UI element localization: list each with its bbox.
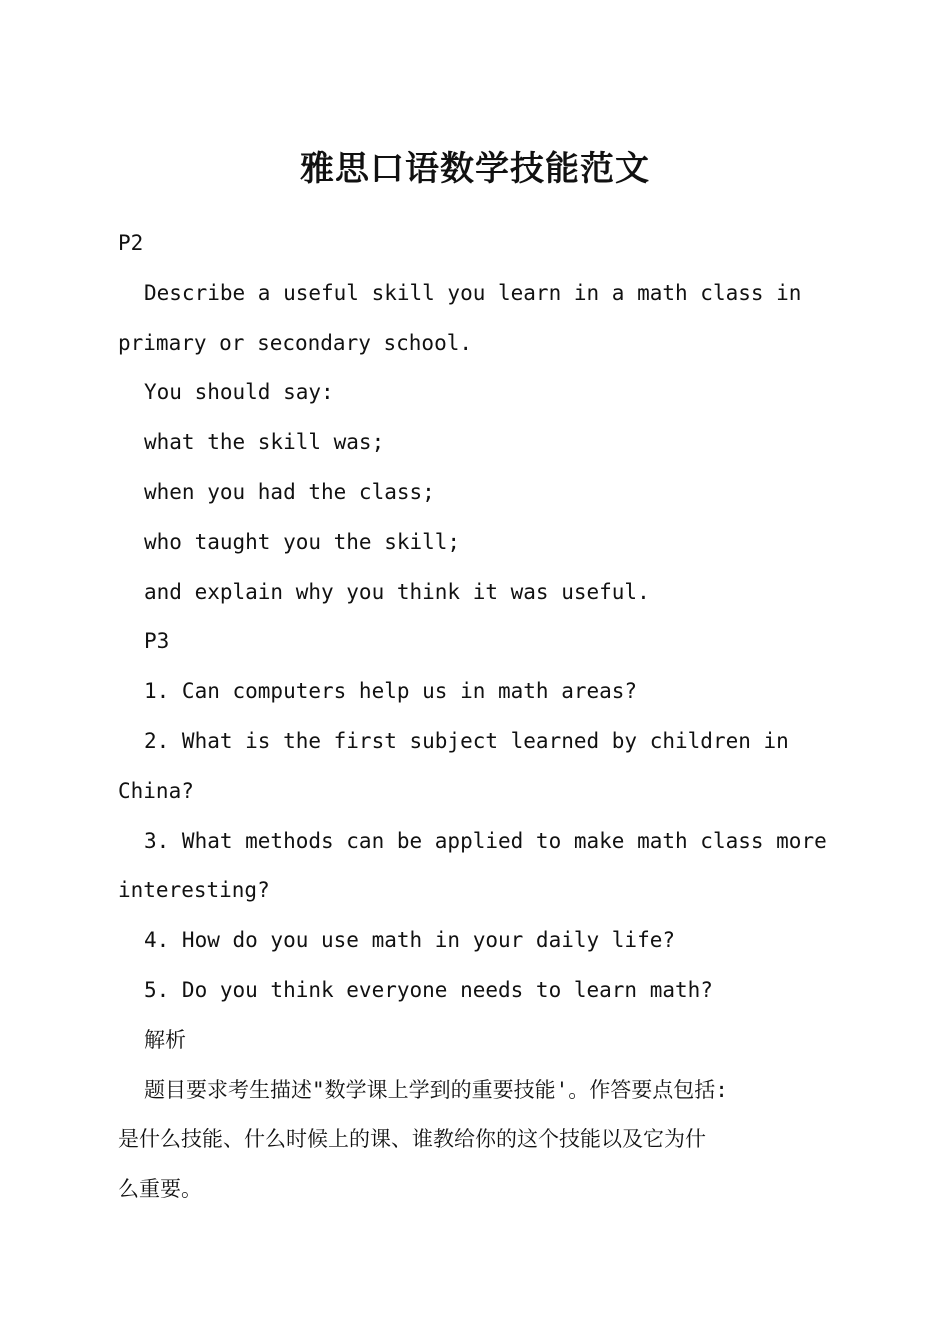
question-item-continued: interesting?	[118, 878, 270, 903]
question-item: 1. Can computers help us in math areas?	[144, 679, 638, 704]
cue-item: and explain why you think it was useful.	[144, 579, 650, 604]
question-item: 4. How do you use math in your daily life?	[144, 928, 676, 953]
page-title: 雅思口语数学技能范文	[300, 149, 650, 189]
section-label-p2: P2	[118, 231, 144, 255]
prompt-line-continued: primary or secondary school.	[118, 330, 473, 355]
analysis-heading: 解析	[144, 1027, 186, 1052]
cue-intro: You should say:	[144, 380, 334, 405]
question-item: 5. Do you think everyone needs to learn math?	[144, 977, 713, 1002]
question-item-continued: China?	[118, 778, 194, 803]
prompt-line: Describe a useful skill you learn in a math class in	[144, 280, 802, 305]
analysis-text: 题目要求考生描述"数学课上学到的重要技能'。作答要点包括:	[144, 1077, 728, 1102]
cue-item: who taught you the skill;	[144, 529, 461, 554]
cue-item: when you had the class;	[144, 479, 435, 504]
question-item: 2. What is the first subject learned by children in	[144, 728, 789, 753]
cue-item: what the skill was;	[144, 430, 385, 455]
section-label-p3: P3	[144, 629, 170, 654]
analysis-text-continued: 是什么技能、什么时候上的课、谁教给你的这个技能以及它为什	[118, 1127, 706, 1152]
question-item: 3. What methods can be applied to make math class more	[144, 828, 827, 853]
analysis-text-continued: 么重要。	[118, 1177, 202, 1202]
document-body	[118, 219, 848, 1215]
